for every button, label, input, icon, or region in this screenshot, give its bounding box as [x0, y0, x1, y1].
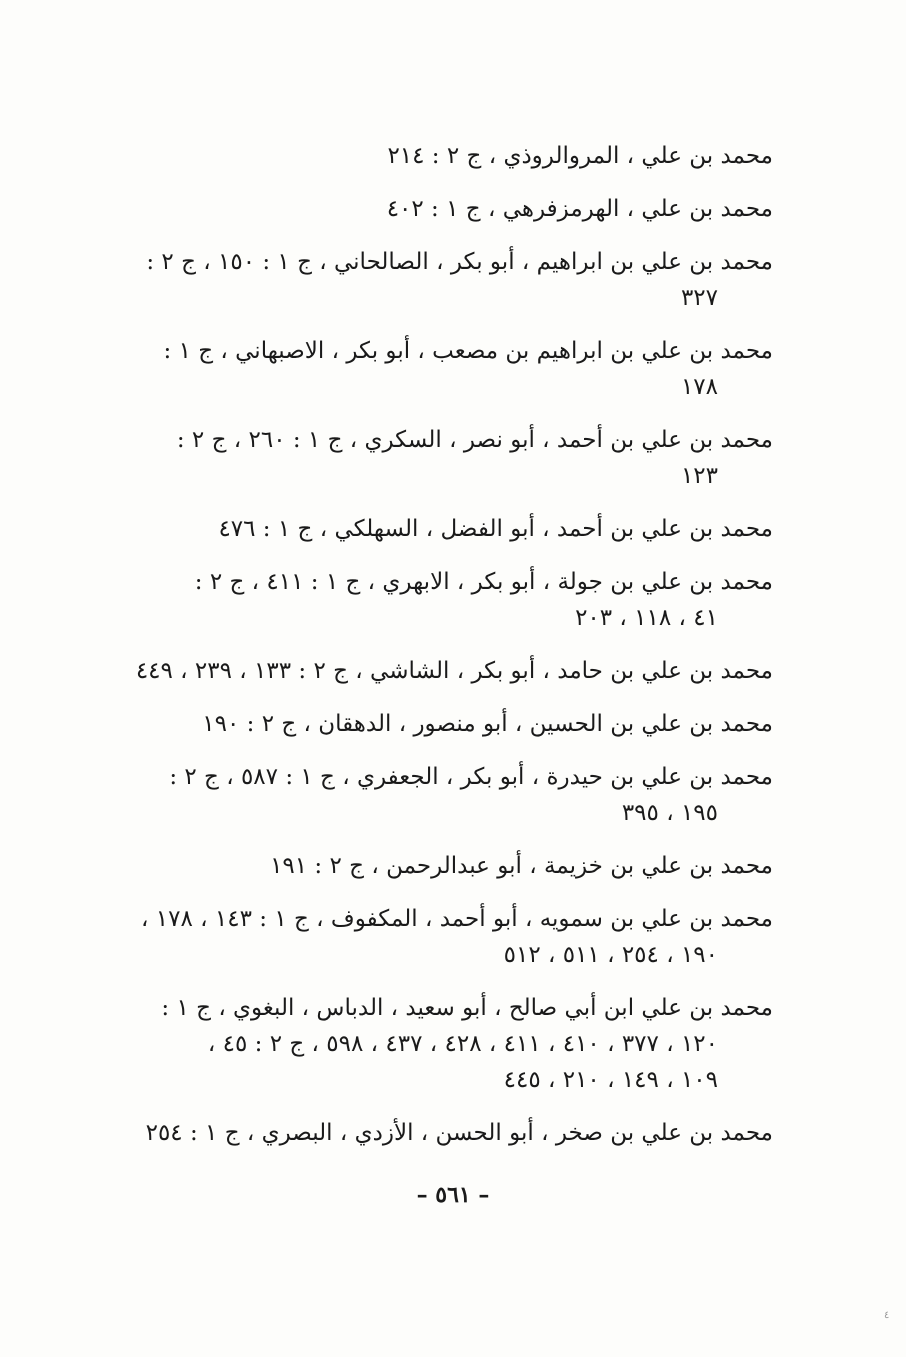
index-entry	[128, 422, 773, 494]
entry-line: محمد بن علي بن حامد ، أبو بكر ، الشاشي ، ج ٢ : ١٣٣ ، ٢٣٩ ، ٤٤٩	[135, 658, 773, 684]
corner-mark: ٤	[884, 1310, 890, 1321]
index-entry	[128, 191, 773, 227]
entry-line: محمد بن علي بن صخر ، أبو الحسن ، الأزدي ، البصري ، ج ١ : ٢٥٤	[145, 1120, 773, 1146]
entry-line: محمد بن علي بن ابراهيم ، أبو بكر ، الصالحاني ، ج ١ : ١٥٠ ، ج ٢ :	[146, 249, 773, 275]
entry-line: محمد بن علي بن ابراهيم بن مصعب ، أبو بكر ، الاصبهاني ، ج ١ :	[163, 338, 773, 364]
page-number: – ٥٦١ –	[416, 1182, 490, 1208]
entry-line: محمد بن علي بن الحسين ، أبو منصور ، الدهقان ، ج ٢ : ١٩٠	[202, 711, 773, 737]
entry-line: محمد بن علي بن أحمد ، أبو نصر ، السكري ، ج ١ : ٢٦٠ ، ج ٢ :	[176, 427, 773, 453]
entry-continuation-line: ١٢٣	[680, 463, 718, 489]
entry-line: محمد بن علي بن جولة ، أبو بكر ، الابهري ، ج ١ : ٤١١ ، ج ٢ :	[194, 569, 773, 595]
index-entry	[128, 511, 773, 547]
entry-continuation-line: ١٧٨	[680, 374, 718, 400]
index-entry	[128, 848, 773, 884]
index-entry	[128, 564, 773, 636]
index-entry	[128, 333, 773, 405]
entry-continuation-line: ١٢٠ ، ٣٧٧ ، ٤١٠ ، ٤١١ ، ٤٢٨ ، ٤٣٧ ، ٥٩٨ ، ج ٢ : ٤٥ ،	[207, 1031, 718, 1057]
entry-line: محمد بن علي ابن أبي صالح ، أبو سعيد ، الدباس ، البغوي ، ج ١ :	[161, 995, 773, 1021]
entry-line: محمد بن علي ، الهرمزفرهي ، ج ١ : ٤٠٢	[386, 196, 773, 222]
index-entry	[128, 990, 773, 1098]
entry-line: محمد بن علي ، المروالروذي ، ج ٢ : ٢١٤	[387, 143, 773, 169]
entry-line: محمد بن علي بن أحمد ، أبو الفضل ، السهلكي ، ج ١ : ٤٧٦	[218, 516, 773, 542]
entry-continuation-line: ١٩٥ ، ٣٩٥	[621, 800, 718, 826]
index-entry	[128, 653, 773, 689]
entry-continuation-line: ١٩٠ ، ٢٥٤ ، ٥١١ ، ٥١٢	[503, 942, 718, 968]
entry-continuation-line: ٤١ ، ١١٨ ، ٢٠٣	[575, 605, 718, 631]
entry-line: محمد بن علي بن سمويه ، أبو أحمد ، المكفوف ، ج ١ : ١٤٣ ، ١٧٨ ،	[141, 906, 773, 932]
entry-continuation-line: ١٠٩ ، ١٤٩ ، ٢١٠ ، ٤٤٥	[503, 1067, 718, 1093]
index-entry	[128, 244, 773, 316]
index-entry	[128, 138, 773, 174]
index-entry	[128, 759, 773, 831]
entry-line: محمد بن علي بن خزيمة ، أبو عبدالرحمن ، ج ٢ : ١٩١	[270, 853, 773, 879]
entry-line: محمد بن علي بن حيدرة ، أبو بكر ، الجعفري ، ج ١ : ٥٨٧ ، ج ٢ :	[169, 764, 773, 790]
index-entries	[128, 138, 773, 1168]
index-entry	[128, 901, 773, 973]
index-entry	[128, 1115, 773, 1151]
index-entry	[128, 706, 773, 742]
entry-continuation-line: ٣٢٧	[680, 285, 718, 311]
